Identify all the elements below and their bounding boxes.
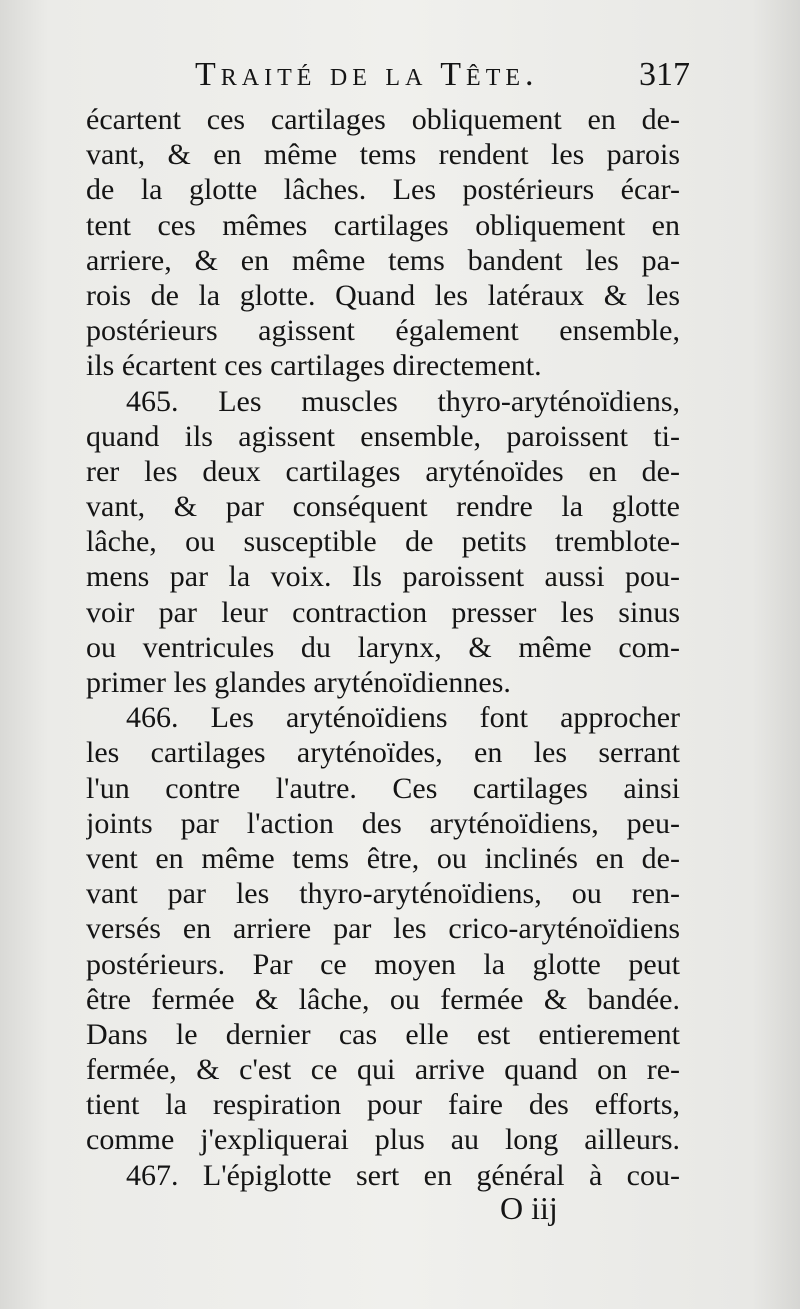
body-text bbox=[86, 102, 680, 1193]
text-line: Dans le dernier cas elle est entierement bbox=[86, 1017, 680, 1051]
text-line: vant, & en même tems rendent les parois bbox=[86, 138, 680, 172]
text-line: postérieurs agissent également ensemble, bbox=[86, 314, 680, 348]
text-line: tient la respiration pour faire des efforts, bbox=[86, 1088, 680, 1122]
text-line: postérieurs. Par ce moyen la glotte peut bbox=[86, 947, 680, 981]
text-line: 465. Les muscles thyro-aryténoïdiens, bbox=[126, 384, 680, 418]
text-line: lâche, ou susceptible de petits tremblote- bbox=[86, 525, 680, 559]
text-line: 467. L'épiglotte sert en général à cou- bbox=[126, 1158, 680, 1192]
text-line: quand ils agissent ensemble, paroissent ti- bbox=[86, 419, 680, 453]
text-line: fermée, & c'est ce qui arrive quand on re- bbox=[86, 1053, 680, 1087]
text-line: rois de la glotte. Quand les latéraux & les bbox=[86, 278, 680, 312]
page-number: 317 bbox=[639, 56, 690, 93]
text-line: vant par les thyro-aryténoïdiens, ou ren- bbox=[86, 877, 680, 911]
page-footer bbox=[500, 1190, 680, 1230]
text-line: vent en même tems être, ou inclinés en de- bbox=[86, 841, 680, 875]
text-line: primer les glandes aryténoïdiennes. bbox=[86, 666, 511, 699]
text-line: versés en arriere par les crico-aryténoïdiens bbox=[86, 912, 680, 946]
text-line: 466. Les aryténoïdiens font approcher bbox=[126, 701, 680, 735]
text-line: comme j'expliquerai plus au long ailleurs. bbox=[86, 1123, 680, 1157]
text-line: écartent ces cartilages obliquement en de- bbox=[86, 103, 680, 136]
text-line: rer les deux cartilages aryténoïdes en de- bbox=[86, 454, 680, 488]
signature-mark: O iij bbox=[500, 1190, 558, 1226]
text-line: mens par la voix. Ils paroissent aussi pou- bbox=[86, 560, 680, 594]
text-line: ou ventricules du larynx, & même com- bbox=[86, 630, 680, 664]
text-line: les cartilages aryténoïdes, en les serrant bbox=[86, 736, 680, 770]
text-line: voir par leur contraction presser les sinus bbox=[86, 595, 680, 629]
running-title: Traité de la Tête. bbox=[195, 56, 539, 93]
text-line: vant, & par conséquent rendre la glotte bbox=[86, 490, 680, 524]
text-line: joints par l'action des aryténoïdiens, peu- bbox=[86, 806, 680, 840]
text-line: de la glotte lâches. Les postérieurs écar- bbox=[86, 173, 680, 207]
page-header bbox=[195, 56, 690, 100]
text-line: ils écartent ces cartilages directement. bbox=[86, 349, 542, 383]
text-line: être fermée & lâche, ou fermée & bandée. bbox=[86, 982, 680, 1016]
text-line: arriere, & en même tems bandent les pa- bbox=[86, 243, 680, 277]
text-line: tent ces mêmes cartilages obliquement en bbox=[86, 208, 680, 242]
text-line: l'un contre l'autre. Ces cartilages ainsi bbox=[86, 771, 680, 805]
